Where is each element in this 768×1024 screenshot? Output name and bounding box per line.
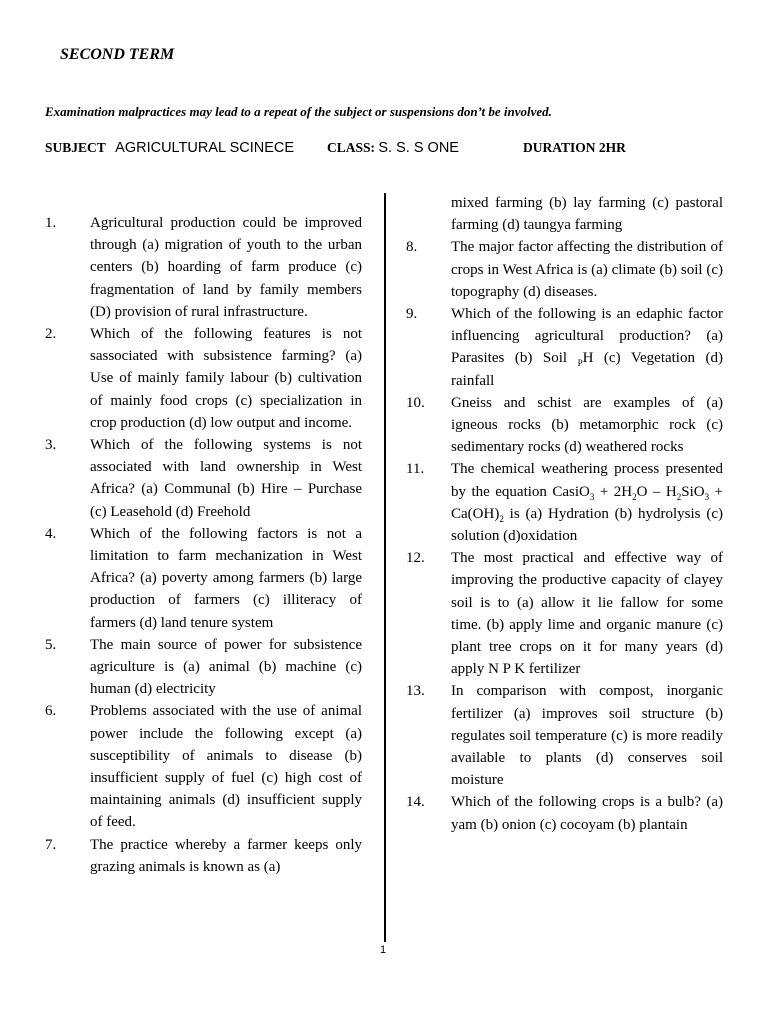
subscript: 3 — [704, 491, 710, 502]
question-item — [406, 392, 723, 459]
subject-label: SUBJECT — [45, 140, 106, 155]
question-item — [406, 547, 723, 680]
question-text: Which of the following crops is a bulb? (a) yam (b) onion (c) cocoyam (b) plantain — [451, 794, 723, 833]
left-column — [45, 212, 362, 878]
column-divider — [384, 193, 386, 942]
question-text-part: The chemical weathering process presented by the equation CasiO — [451, 461, 723, 500]
question-item — [45, 523, 362, 634]
class-value: S. S. S ONE — [378, 140, 459, 156]
question-number: 9. — [406, 306, 418, 323]
duration-label: DURATION 2HR — [523, 140, 626, 155]
question-item — [406, 791, 723, 835]
malpractice-warning: Examination malpractices may lead to a repeat of the subject or suspensions don’t be involved. — [45, 104, 552, 119]
question-text: Gneiss and schist are examples of (a) igneous rocks (b) metamorphic rock (c) sedimentary rocks (d) weathered rocks — [451, 394, 723, 456]
question-number: 4. — [45, 525, 57, 542]
question-number: 10. — [406, 394, 425, 411]
question-text: Which of the following systems is not associated with land ownership in West Africa? (a) Communal (b) Hire – Purchase (c) Leasehold (d) Freehold — [90, 437, 362, 520]
subscript: 2 — [676, 491, 682, 502]
question-number: 12. — [406, 550, 425, 567]
question-text-part: SiO — [681, 483, 705, 500]
subscript: P — [577, 358, 583, 369]
question-text: The most practical and effective way of improving the productive capacity of clayey soil is to (a) allow it lie fallow for some time. (b) apply lime and organic manure (c) plant tree crops on it for many years (d) apply N P K fertilizer — [451, 550, 723, 678]
question-number: 13. — [406, 683, 425, 700]
subject-value: AGRICULTURAL SCINECE — [115, 140, 295, 156]
question-item — [406, 303, 723, 392]
question-number: 5. — [45, 636, 57, 653]
question-item — [406, 458, 723, 547]
question-number: 3. — [45, 437, 57, 454]
question-item — [45, 634, 362, 701]
question-item — [45, 212, 362, 323]
question-text: Problems associated with the use of animal power include the following except (a) susceptibility of animals to disease (b) insufficient supply of fuel (c) high cost of maintaining animals (d) insufficient supply of feed. — [90, 703, 362, 831]
question-number: 2. — [45, 326, 57, 343]
question-text-part: + Ca(OH) — [451, 483, 724, 522]
question-text-part: + 2H — [594, 483, 633, 500]
question-text: The major factor affecting the distribution of crops in West Africa is (a) climate (b) soil (c) topography (d) diseases. — [451, 239, 723, 300]
question-number: 14. — [406, 794, 425, 811]
question-text-part: is (a) Hydration (b) hydrolysis (c) solution (d)oxidation — [451, 505, 723, 545]
page-number: 1 — [380, 944, 387, 956]
subscript: 2 — [632, 491, 637, 502]
question-text: Agricultural production could be improved through (a) migration of youth to the urban centers (b) hoarding of farm produce (c) fragmentation of land by family members (D) provision of rural infrastructure. — [90, 215, 362, 320]
question-number: 8. — [406, 239, 418, 256]
question-continuation: mixed farming (b) lay farming (c) pastoral farming (d) taungya farming — [451, 195, 723, 234]
question-item — [45, 323, 362, 434]
question-text — [451, 303, 723, 392]
question-number: 7. — [45, 836, 57, 853]
question-text: In comparison with compost, inorganic fertilizer (a) improves soil structure (b) regulates soil temperature (c) is more readily available to plants (d) conserves soil moisture — [451, 683, 723, 789]
question-text-part: H (c) Vegetation (d) rainfall — [451, 350, 723, 389]
question-item — [406, 236, 723, 303]
question-number: 1. — [45, 215, 57, 231]
question-text: The main source of power for subsistence agriculture is (a) animal (b) machine (c) human (d) electricity — [90, 636, 362, 698]
question-text — [451, 458, 723, 547]
subject-line — [45, 140, 745, 156]
subscript: 2 — [499, 513, 504, 524]
question-text-part: O – H — [636, 483, 677, 500]
question-item — [406, 680, 723, 791]
term-title: SECOND TERM — [60, 46, 175, 63]
class-label: CLASS: — [327, 140, 376, 155]
question-item — [45, 434, 362, 523]
question-text: Which of the following factors is not a limitation to farm mechanization in West Africa? (a) poverty among farmers (b) large production of farmers (c) illiteracy of farmers (d) land tenure system — [90, 525, 362, 631]
class-block — [327, 140, 459, 156]
question-number: 6. — [45, 703, 57, 720]
subscript: 3 — [589, 491, 595, 502]
right-column — [406, 192, 723, 836]
question-text: Which of the following features is not sassociated with subsistence farming? (a) Use of mainly family labour (b) cultivation of mainly food crops (c) specialization in crop production (d) low output and income. — [90, 326, 362, 431]
question-item — [45, 700, 362, 833]
question-text-part: Which of the following is an edaphic factor influencing agricultural production? (a) Parasites (b) Soil — [451, 306, 723, 367]
question-text: The practice whereby a farmer keeps only grazing animals is known as (a) — [90, 836, 362, 875]
question-number: 11. — [406, 461, 425, 478]
question-item — [45, 834, 362, 878]
